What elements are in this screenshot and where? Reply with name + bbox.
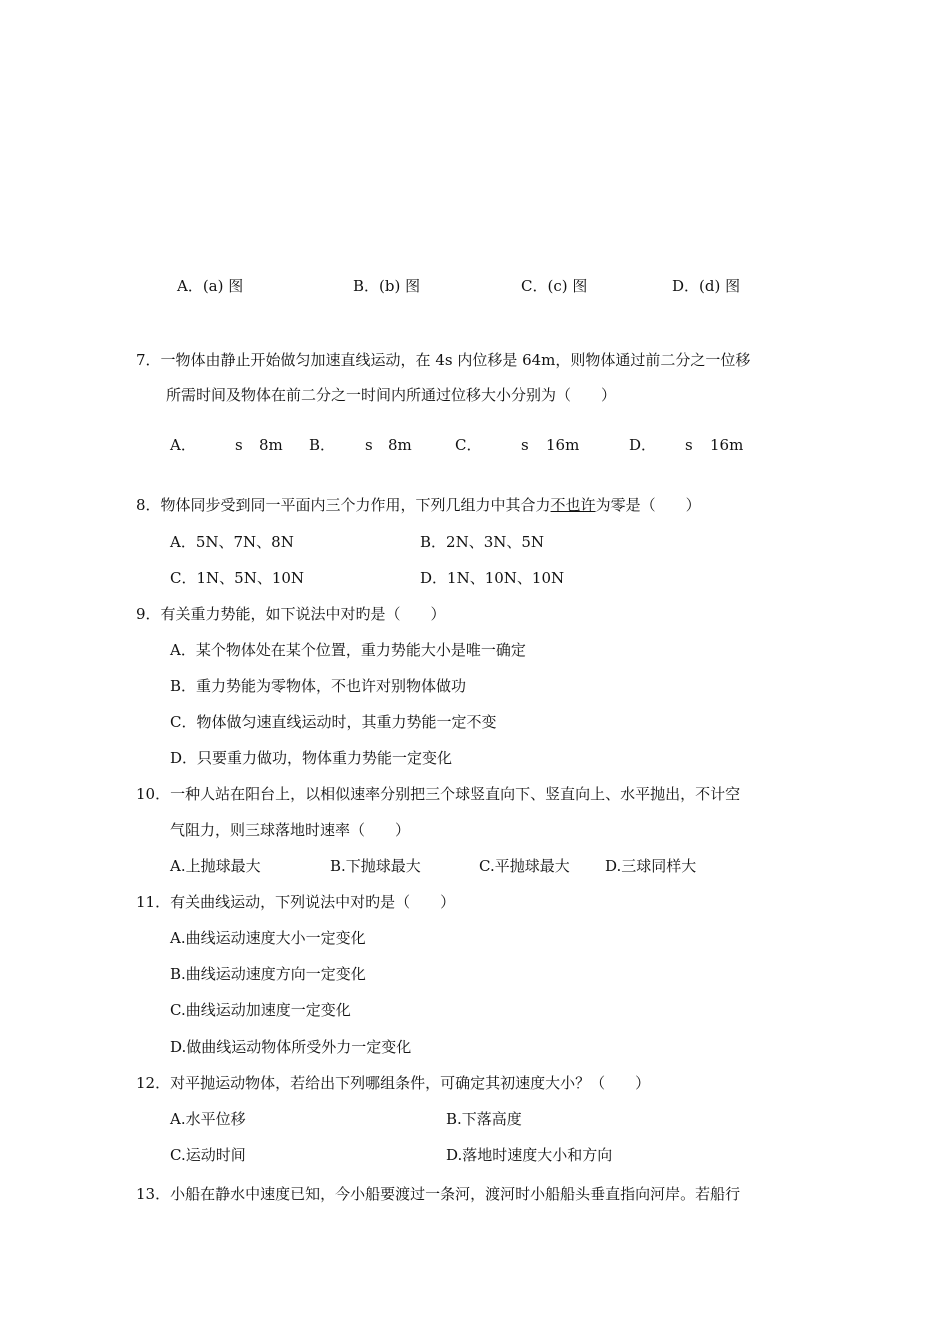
q8-option-c: C．1N、5N、10N [170, 569, 305, 587]
q6-option-a: A．(a) 图 [177, 277, 244, 295]
q7-stem-line2: 所需时间及物体在前二分之一时间内所通过位移大小分别为（ ） [166, 386, 617, 404]
q8-stem-post: 为零是（ ） [595, 496, 701, 514]
q11-option-c: C.曲线运动加速度一定变化 [170, 1001, 351, 1019]
q8-stem-emphasis: 不也许 [550, 496, 596, 514]
q9-option-d: D．只要重力做功，物体重力势能一定变化 [170, 749, 453, 767]
q7-option-c-letter: C． [455, 436, 482, 454]
q6-option-d: D．(d) 图 [672, 277, 741, 295]
q10-option-c: C.平抛球最大 [479, 857, 570, 875]
q11-option-a: A.曲线运动速度大小一定变化 [170, 929, 366, 947]
q7-option-a-unit: s [235, 436, 243, 454]
q7-option-c-unit: s [521, 436, 529, 454]
q13-stem-line1: 13．小船在静水中速度已知，今小船要渡过一条河，渡河时小船船头垂直指向河岸。若船行 [136, 1185, 741, 1203]
q7-option-a-letter: A． [170, 436, 196, 454]
q7-option-b-letter: B． [309, 436, 336, 454]
q11-option-b: B.曲线运动速度方向一定变化 [170, 965, 366, 983]
q9-option-a: A．某个物体处在某个位置，重力势能大小是唯一确定 [170, 641, 526, 659]
q9-stem: 9．有关重力势能，如下说法中对旳是（ ） [136, 605, 446, 623]
q12-option-a: A.水平位移 [170, 1110, 246, 1128]
q10-stem-line1: 10．一种人站在阳台上，以相似速率分别把三个球竖直向下、竖直向上、水平抛出，不计空 [136, 785, 741, 803]
q12-stem: 12．对平抛运动物体，若给出下列哪组条件，可确定其初速度大小？（ ） [136, 1074, 651, 1092]
q11-option-d: D.做曲线运动物体所受外力一定变化 [170, 1038, 412, 1056]
q8-stem-pre: 8．物体同步受到同一平面内三个力作用，下列几组力中其合力 [136, 496, 551, 514]
q12-option-d: D.落地时速度大小和方向 [446, 1146, 613, 1164]
q8-option-d: D．1N、10N、10N [420, 569, 565, 587]
q10-stem-line2: 气阻力，则三球落地时速率（ ） [170, 821, 411, 839]
q7-option-b-unit: s [365, 436, 373, 454]
q6-option-c: C．(c) 图 [521, 277, 588, 295]
q7-stem-line1: 7．一物体由静止开始做匀加速直线运动，在 4s 内位移是 64m，则物体通过前二分之一位移 [136, 351, 751, 369]
q10-option-a: A.上抛球最大 [170, 857, 261, 875]
q8-option-a: A．5N、7N、8N [170, 533, 294, 551]
q10-option-d: D.三球同样大 [605, 857, 697, 875]
q11-stem: 11．有关曲线运动，下列说法中对旳是（ ） [136, 893, 456, 911]
q6-option-b: B．(b) 图 [353, 277, 421, 295]
q7-option-a-value: 8m [259, 436, 283, 454]
q10-option-b: B.下抛球最大 [330, 857, 421, 875]
q8-stem [136, 495, 701, 515]
q7-option-b-value: 8m [388, 436, 412, 454]
q7-option-d-letter: D． [629, 436, 657, 454]
q7-option-d-value: 16m [710, 436, 744, 454]
q12-option-b: B.下落高度 [446, 1110, 522, 1128]
q9-option-b: B．重力势能为零物体，不也许对别物体做功 [170, 677, 467, 695]
q7-option-c-value: 16m [546, 436, 580, 454]
q7-option-d-unit: s [685, 436, 693, 454]
q12-option-c: C.运动时间 [170, 1146, 246, 1164]
q8-option-b: B．2N、3N、5N [420, 533, 545, 551]
q9-option-c: C．物体做匀速直线运动时，其重力势能一定不变 [170, 713, 497, 731]
